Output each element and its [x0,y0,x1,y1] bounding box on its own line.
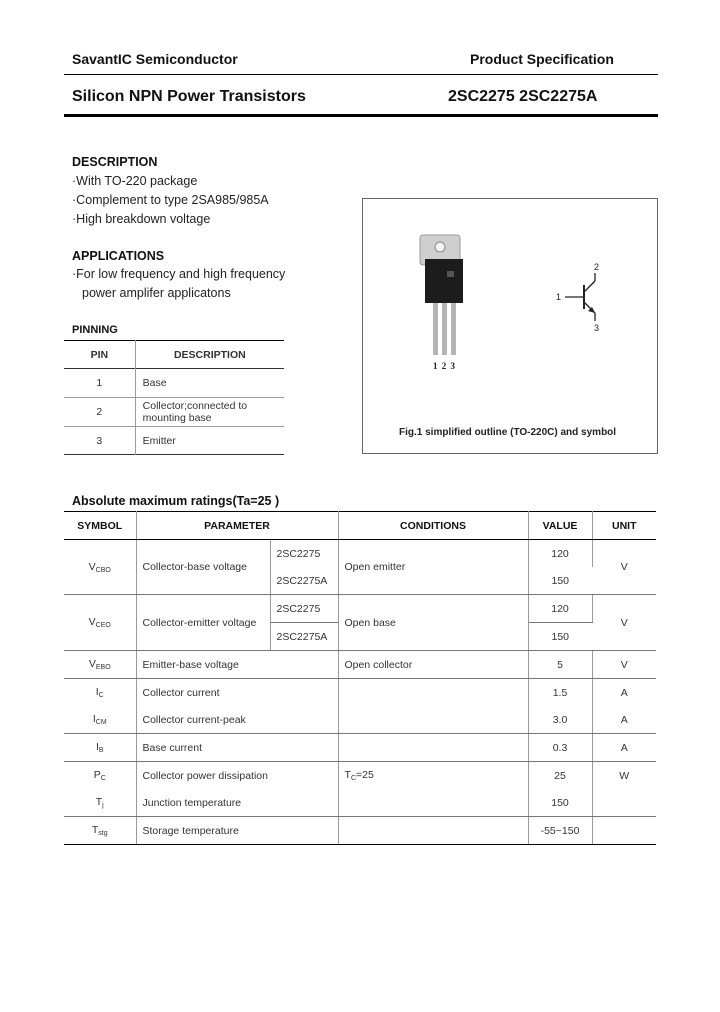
device-cell: 2SC2275 [270,595,338,623]
symbol-header: SYMBOL [64,512,136,540]
conditions-cell [338,679,528,707]
conditions-cell: Open collector [338,651,528,679]
table-row [64,789,656,817]
value-cell: 150 [528,789,592,817]
device-cell: 2SC2275A [270,623,338,651]
figure-caption: Fig.1 simplified outline (TO-220C) and symbol [399,427,617,438]
to220-package-image [363,199,657,453]
product-line: Silicon NPN Power Transistors [72,88,306,105]
table-row [64,651,656,679]
conditions-cell: $T_C=25$ [338,762,528,790]
value-cell: 150 [528,623,592,651]
pin-number: 2 [64,398,135,427]
symbol-base-label: 1 [556,292,562,302]
table-row [64,398,284,427]
unit-cell: A [592,706,656,734]
unit-cell: V [592,651,656,679]
symbol-cell: $T_j$ [64,789,136,817]
table-row [64,540,656,568]
pin-description: Base [142,377,167,389]
spec-label: Product Specification [470,51,614,67]
value-cell: 150 [528,567,592,595]
parameter-header: PARAMETER [136,512,338,540]
symbol-cell: $I_B$ [64,734,136,762]
applications-title: APPLICATIONS [72,249,165,263]
unit-cell: A [620,686,628,699]
unit-cell: A [592,734,656,762]
conditions-header: CONDITIONS [338,512,528,540]
parameter-cell: Storage temperature [136,817,338,845]
value-header: VALUE [528,512,592,540]
package-pin-labels: 1 2 3 [433,361,455,371]
device-cell: 2SC2275 [270,540,338,568]
pinning-title: PINNING [72,324,118,336]
applications-line-2: power amplifer applicatons [82,286,231,300]
table-row [64,679,656,707]
description-item: ·High breakdown voltage [72,212,211,226]
parameter-cell: Collector current [136,679,338,707]
pin-desc-header: DESCRIPTION [173,348,246,361]
symbol-collector-label: 2 [594,262,600,272]
value-cell: -55~150 [528,817,592,845]
table-row [64,369,284,398]
value-cell: 120 [528,595,592,623]
table-row [64,427,284,455]
parameter-cell: Junction temperature [136,789,338,817]
figure-box [362,198,658,454]
table-row [64,706,656,734]
symbol-cell: $V_{CEO}$ [64,595,136,651]
unit-cell [592,817,656,845]
ratings-title: Absolute maximum ratings(Ta=25 ) [72,494,280,508]
value-cell: 5 [528,651,592,679]
value-cell: 3.0 [528,706,592,734]
table-row [64,817,656,845]
conditions-cell [338,734,528,762]
pin-description: Emitter [142,434,176,447]
unit-cell: W [619,769,630,782]
description-item: ·With TO-220 package [72,174,198,188]
parameter-cell: Collector-base voltage [136,540,270,595]
symbol-cell: $T_{stg}$ [64,817,136,845]
conditions-cell: Open emitter [338,540,528,595]
parameter-cell: Collector-emitter voltage [136,595,270,651]
company-name: SavantIC Semiconductor [72,51,238,67]
symbol-cell: $V_{CBO}$ [64,540,136,595]
pin-description: Collector;connected to mounting base [142,400,248,424]
table-row [64,762,656,790]
value-cell: 120 [528,540,592,568]
description-list [72,172,269,229]
conditions-cell [338,789,528,817]
table-row [64,595,656,623]
unit-header: UNIT [592,512,656,540]
conditions-cell [338,706,528,734]
table-row [64,734,656,762]
ratings-table [64,511,656,845]
unit-cell [592,789,656,817]
unit-cell: V [592,540,656,595]
parameter-cell: Emitter-base voltage [136,651,338,679]
header-rule-bottom [64,114,658,117]
ratings-header-row [64,512,656,540]
parameter-cell: Collector current-peak [136,706,338,734]
value-cell: 1.5 [528,679,592,707]
device-cell: 2SC2275A [270,567,338,595]
pin-number: 1 [64,369,135,398]
unit-cell: V [592,595,656,651]
parameter-cell: Collector power dissipation [136,762,338,790]
conditions-cell: Open base [338,595,528,651]
description-item: ·Complement to type 2SA985/985A [72,193,269,207]
symbol-cell: $V_{EBO}$ [64,651,136,679]
header-rule-top [64,74,658,75]
pin-header: PIN [64,341,135,369]
description-title: DESCRIPTION [72,155,158,169]
parameter-cell: Base current [136,734,338,762]
value-cell: 0.3 [528,734,592,762]
part-numbers: 2SC2275 2SC2275A [448,88,598,105]
conditions-cell [338,817,528,845]
pinning-table [64,340,284,455]
symbol-cell: $P_C$ [64,762,136,790]
symbol-cell: $I_{CM}$ [64,706,136,734]
value-cell: 25 [528,762,592,790]
pin-number: 3 [64,427,135,455]
symbol-cell: $I_C$ [64,679,136,707]
symbol-emitter-label: 3 [594,323,600,333]
applications-line-1: ·For low frequency and high frequency [72,267,286,281]
